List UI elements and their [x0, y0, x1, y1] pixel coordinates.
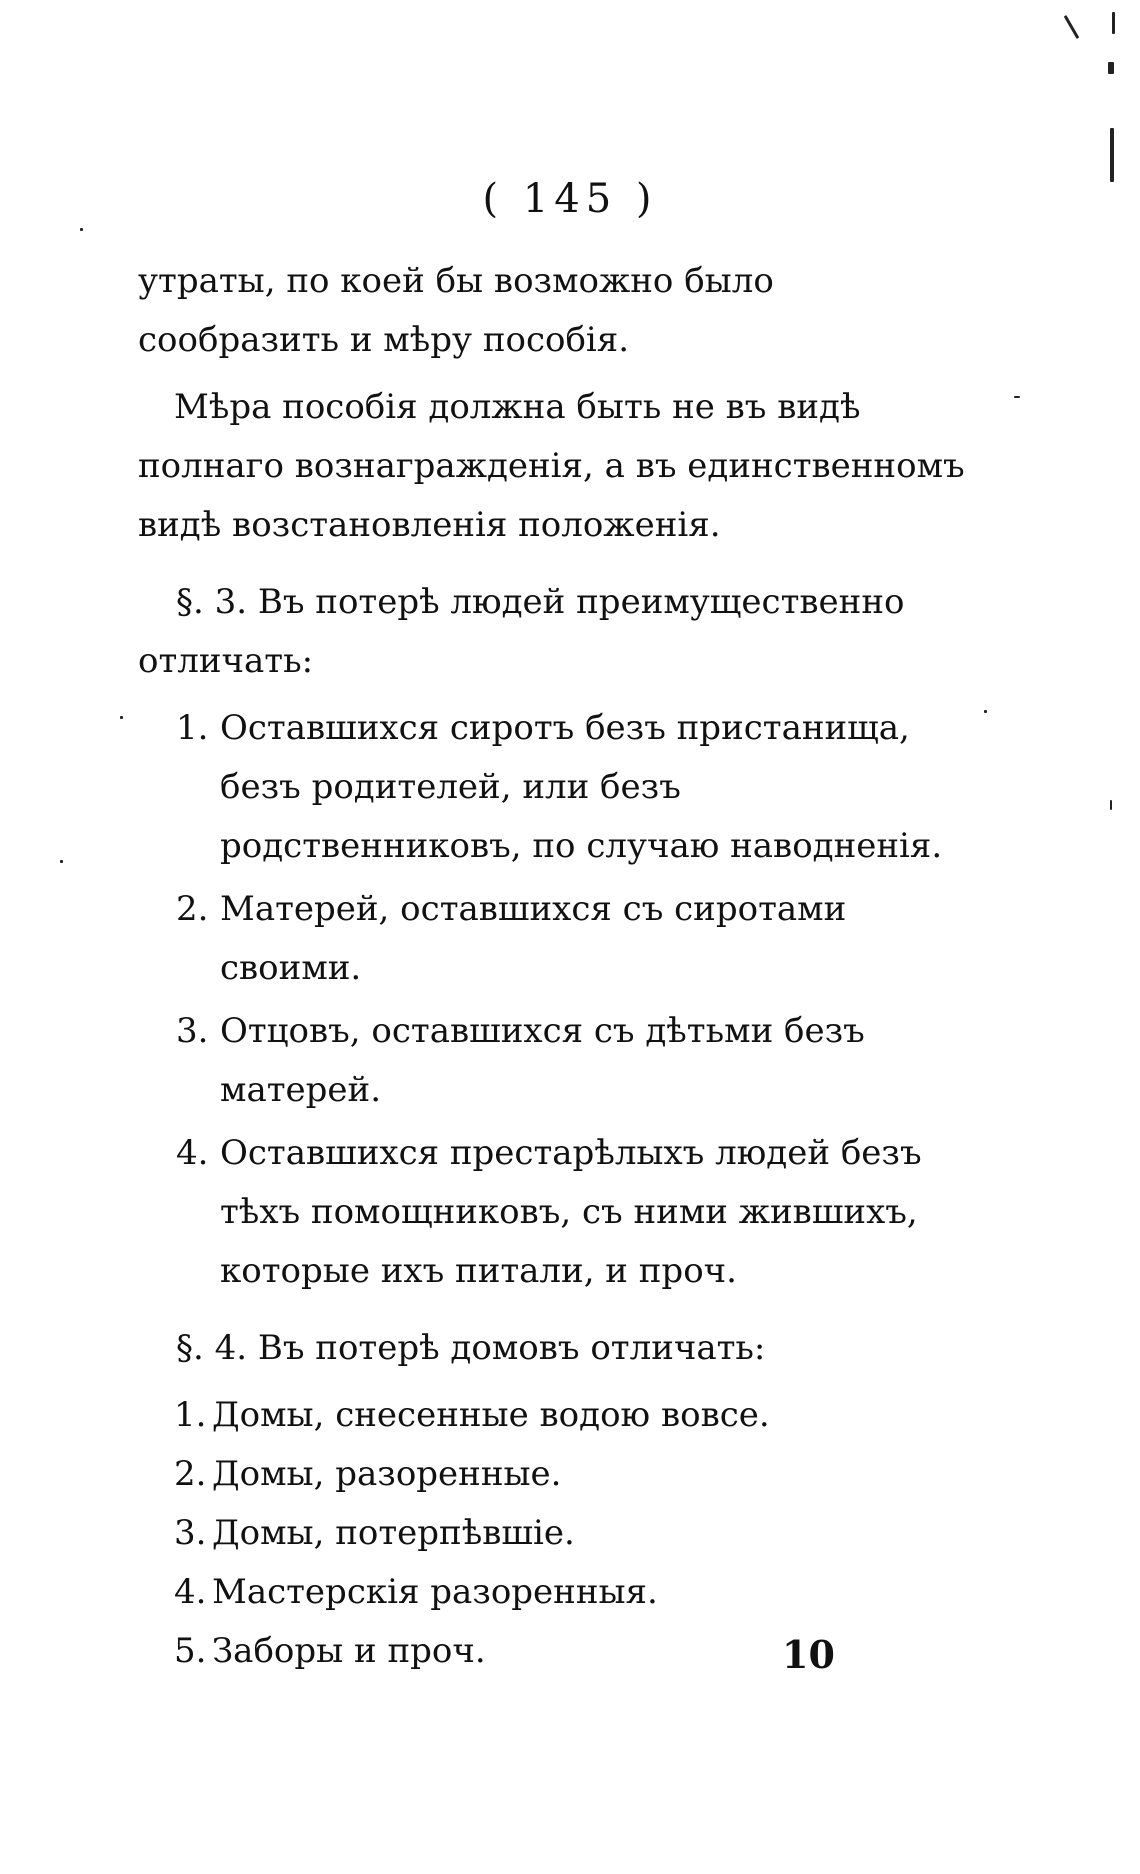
scan-speck — [1014, 396, 1020, 398]
item-text: Домы, снесенные водою вовсе. — [212, 1395, 770, 1435]
item-number: 4. — [176, 1133, 209, 1173]
item-text: Матерей, оставшихся съ сиротами своими. — [220, 889, 847, 988]
item-text: Мастерскія разоренныя. — [212, 1572, 658, 1612]
scan-speck — [1110, 128, 1114, 182]
list-item — [138, 880, 974, 998]
paragraph-aid-measure: Мѣра пособія должна быть не въ видѣ полнаго вознагражденія, а въ единственномъ видѣ возстановленія положенія. — [138, 387, 965, 545]
item-text: Отцовъ, оставшихся съ дѣтьми безъ матерей. — [220, 1011, 865, 1110]
item-number: 2. — [176, 889, 209, 929]
list-item — [138, 1124, 974, 1301]
item-text: Оставшихся сиротъ безъ пристанища, безъ родителей, или безъ родственниковъ, по случаю наводненія. — [220, 708, 943, 866]
scan-speck — [1108, 62, 1114, 74]
section-3-list — [138, 699, 974, 1301]
item-number: 3. — [174, 1513, 207, 1553]
item-number: 2. — [174, 1454, 207, 1494]
list-item — [138, 1563, 974, 1622]
item-text: Оставшихся престарѣлыхъ людей безъ тѣхъ помощниковъ, съ ними жившихъ, которые ихъ питали, и проч. — [220, 1133, 922, 1291]
scan-speck — [1064, 15, 1080, 39]
body-text — [138, 252, 974, 1681]
item-number: 5. — [174, 1631, 207, 1671]
section-4-list — [138, 1386, 974, 1681]
item-number: 4. — [174, 1572, 207, 1612]
list-item — [138, 1386, 974, 1445]
item-number: 1. — [176, 708, 209, 748]
scan-speck — [80, 228, 83, 231]
item-number: 1. — [174, 1395, 207, 1435]
item-text: Домы, потерпѣвшіе. — [212, 1513, 575, 1553]
scan-speck — [1112, 12, 1115, 34]
scan-speck — [120, 716, 123, 719]
scan-speck — [1110, 800, 1112, 810]
paragraph-continuation: утраты, по коей бы возможно было сообразить и мѣру пособія. — [138, 261, 774, 360]
list-item — [138, 1445, 974, 1504]
section-3-heading: §. 3. Въ потерѣ людей преимущественно отличать: — [138, 582, 905, 681]
scan-speck — [60, 860, 63, 863]
item-number: 3. — [176, 1011, 209, 1051]
scan-speck — [984, 710, 987, 713]
list-item — [138, 1622, 974, 1681]
list-item — [138, 1504, 974, 1563]
list-item — [138, 699, 974, 876]
signature-mark: 10 — [782, 1632, 835, 1677]
page-number: ( 145 ) — [482, 176, 658, 222]
section-4-heading: §. 4. Въ потерѣ домовъ отличать: — [176, 1328, 766, 1368]
item-text: Заборы и проч. — [212, 1631, 486, 1671]
list-item — [138, 1002, 974, 1120]
item-text: Домы, разоренные. — [212, 1454, 562, 1494]
